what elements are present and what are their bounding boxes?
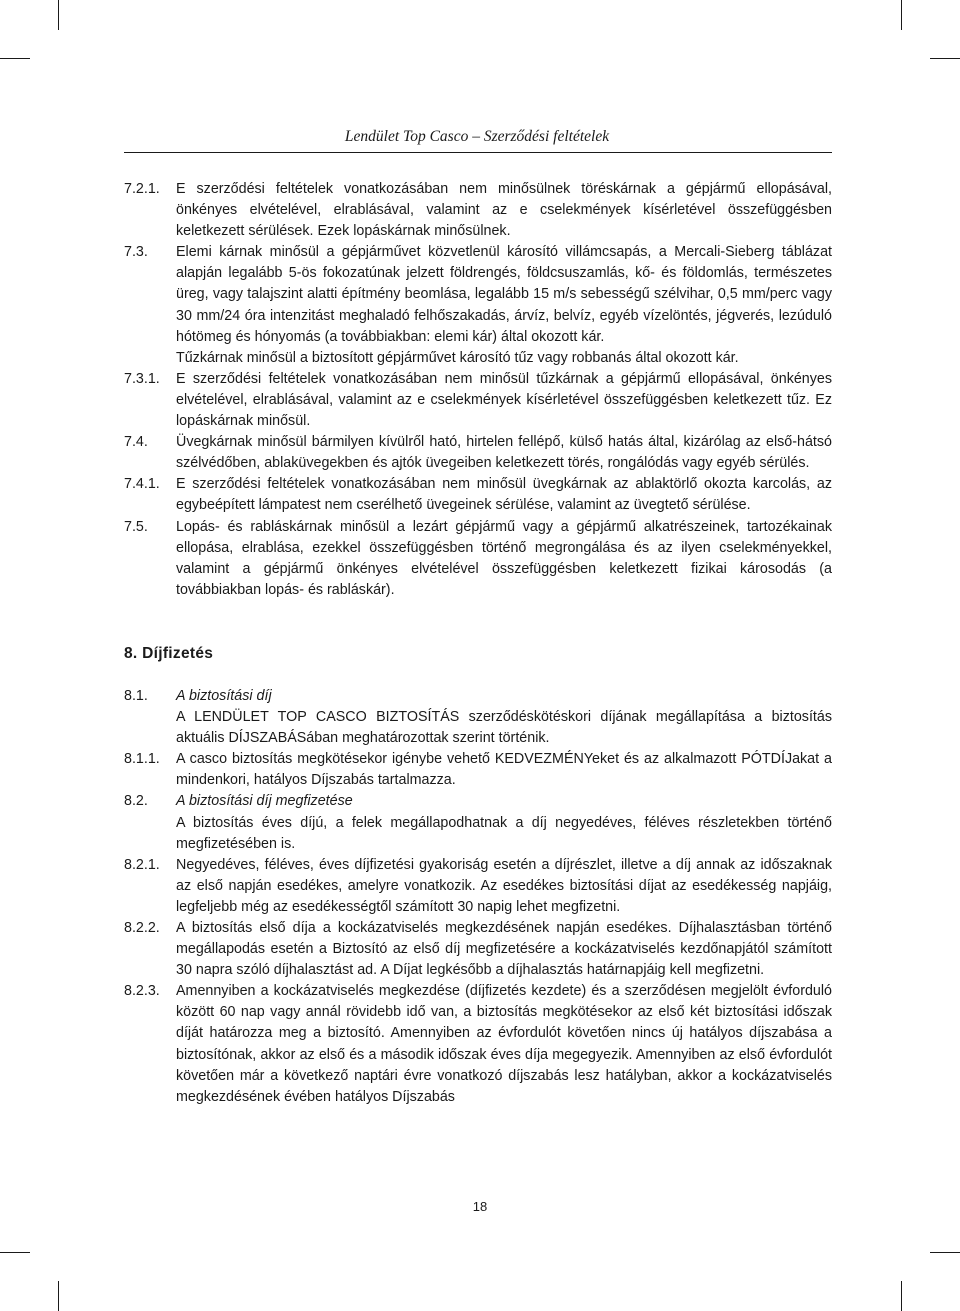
clause-8-2-2 [124, 918, 832, 981]
clause-number: 8.2.2. [124, 920, 160, 936]
clause-8-2-1 [124, 855, 832, 918]
clause-number: 8.2.1. [124, 856, 160, 873]
clause-number: 8.2.3. [124, 983, 160, 1000]
clause-subtitle: A biztosítási díj [176, 687, 272, 704]
clause-body [176, 242, 832, 369]
clause-7-4-1 [124, 474, 832, 516]
clause-text: Negyedéves, féléves, éves díjfizetési gyakoriság esetén a díjrészlet, illetve a díj annak az időszaknak az első napján esedékes, amelyre vonatkozik. Az esedékes biztosítási díjat az esedékesség napjáig, legfeljebb még az esedékességtől számított 30 napig lehet megfizetni. [176, 856, 832, 915]
clause-subtitle: A biztosítási díj megfizetése [176, 793, 353, 810]
clause-7-2-1 [124, 179, 832, 242]
clause-body [176, 791, 832, 854]
clause-text: Üvegkárnak minősül bármilyen kívülről ható, hirtelen fellépő, külső hatás által, kizárólag az első-hátsó szélvédőben, ablaküvegekben és ajtók üvegeiben keletkezett törés, rongálódás vagy egyéb sérülés. [176, 434, 832, 472]
clause-text: Elemi kárnak minősül a gépjárművet közvetlenül károsító villámcsapás, a Mercali-Sieberg táblázat alapján legalább 5-ös fokozatúnak jelzett földrengés, földcsuszamlás, kő- és földomlás, természetes üreg, vagy talajszint alatti építmény beomlása, legalább 15 m/s sebességű szélvihar, 0,5 mm/perc vagy 30 mm/24 óra intenzitást meghaladó felhőszakadás, árvíz, belvíz, egyéb vízelöntés, jégverés, lezúduló hótömeg és hónyomás (a továbbiakban: elemi kár) által okozott kár. [176, 244, 832, 345]
clause-text: Amennyiben a kockázatviselés megkezdése (díjfizetés kezdete) és a szerződésen megjelölt évforduló között 60 nap vagy annál rövidebb idő van, a biztosítás megkötésekor az első két biztosítási időszak díját határozza meg a biztosító. Amennyiben az évfordulót követően nincs új hatályos díjszabása a biztosítónak, akkor az első és a második időszak éves díja megegyezik. Amennyiben az első évfordulót követően már a következő naptári évre vonatkozó díjszabás lesz hatályban, akkor a kockázatviselés megkezdésének évében hatályos Díjszabás [176, 983, 832, 1105]
clause-number: 8.2. [124, 793, 148, 810]
page-number: 18 [472, 1199, 488, 1214]
crop-mark-bottom-left-h [0, 1252, 30, 1253]
clause-text: A biztosítás éves díjú, a felek megállapodhatnak a díj negyedéves, féléves részletekben történő megfizetésében is. [176, 814, 832, 852]
clause-number: 8.1.1. [124, 751, 160, 768]
clause-number: 7.4. [124, 434, 148, 451]
crop-mark-top-right [901, 0, 902, 30]
clause-text: E szerződési feltételek vonatkozásában nem minősül tűzkárnak a gépjármű ellopásával, önkényes elvételével, elrablásával, valamint az e cselekmények kísérletével összefüggésben keletkezett tűz. Ez lopáskárnak minősül. [176, 370, 832, 430]
crop-mark-top-left [58, 0, 59, 30]
document-body [124, 179, 832, 1108]
clause-text: A biztosítás első díja a kockázatviselés megkezdésének napján esedékes. Díjhalasztásban történő megállapodás esetén a Biztosító az első díj megfizetésére a kockázatviselés kezdőnapjától számított 30 napra szóló díjhalasztást ad. A Díjat legkésőbb a díjhalasztás határnapjáig kell megfizetni. [176, 920, 832, 979]
clause-text: E szerződési feltételek vonatkozásában nem minősül üvegkárnak az ablaktörlő okozta karcolás, az egybeépített lámpatest nem cserélhető üvegeinek sérülése, valamint az üvegtető sérülése. [176, 476, 832, 514]
section-title-dijfizetes: 8. Díjfizetés [124, 644, 214, 662]
clause-number: 7.3. [124, 244, 148, 261]
clause-text: E szerződési feltételek vonatkozásában nem minősülnek töréskárnak a gépjármű ellopásával, önkényes elvételével, elrablásával, valamint az e cselekmények kísérletével összefüggésben keletkezett sérülések. Ezek lopáskárnak minősülnek. [176, 181, 832, 240]
clause-text-extra: Tűzkárnak minősül a biztosított gépjárművet károsító tűz vagy robbanás által okozott kár. [176, 349, 739, 366]
clause-8-2 [124, 791, 832, 854]
crop-mark-bottom-right-h [930, 1252, 960, 1253]
clause-7-3 [124, 242, 832, 369]
clause-8-1-1 [124, 749, 832, 791]
crop-mark-bottom-right [901, 1281, 902, 1311]
crop-mark-top-left-h [0, 58, 30, 59]
crop-mark-bottom-left [58, 1281, 59, 1311]
page-header-title: Lendület Top Casco – Szerződési feltételek [344, 128, 610, 145]
clause-body [176, 686, 832, 749]
crop-mark-top-right-h [930, 58, 960, 59]
clause-number: 7.4.1. [124, 476, 160, 493]
clause-7-5 [124, 517, 832, 601]
clause-text: A LENDÜLET TOP CASCO BIZTOSÍTÁS szerződéskötéskori díjának megállapítása a biztosítás aktuális DÍJSZABÁSában meghatározottak szerint történik. [176, 709, 832, 747]
clause-number: 7.5. [124, 518, 148, 535]
header-rule [124, 152, 832, 153]
clause-7-4 [124, 432, 832, 474]
clause-number: 8.1. [124, 687, 148, 704]
clause-7-3-1 [124, 369, 832, 432]
clause-text: Lopás- és rabláskárnak minősül a lezárt gépjármű vagy a gépjármű alkatrészeinek, tartozékainak ellopása, elrablása, ezekkel összefüggésben történő megrongálása és az ilyen cselekményekkel, valamint a gépjármű önkényes elvételével összefüggésben keletkezett fizikai károsodás (a továbbiakban lopás- és rabláskár). [176, 518, 832, 598]
clause-8-1 [124, 686, 832, 749]
clause-number: 7.2.1. [124, 181, 160, 197]
clause-number: 7.3.1. [124, 370, 160, 387]
clause-8-2-3 [124, 981, 832, 1108]
clause-text: A casco biztosítás megkötésekor igénybe vehető KEDVEZMÉNYeket és az alkalmazott PÓTDÍJakat a mindenkori, hatályos Díjszabás tartalmazza. [176, 751, 832, 789]
